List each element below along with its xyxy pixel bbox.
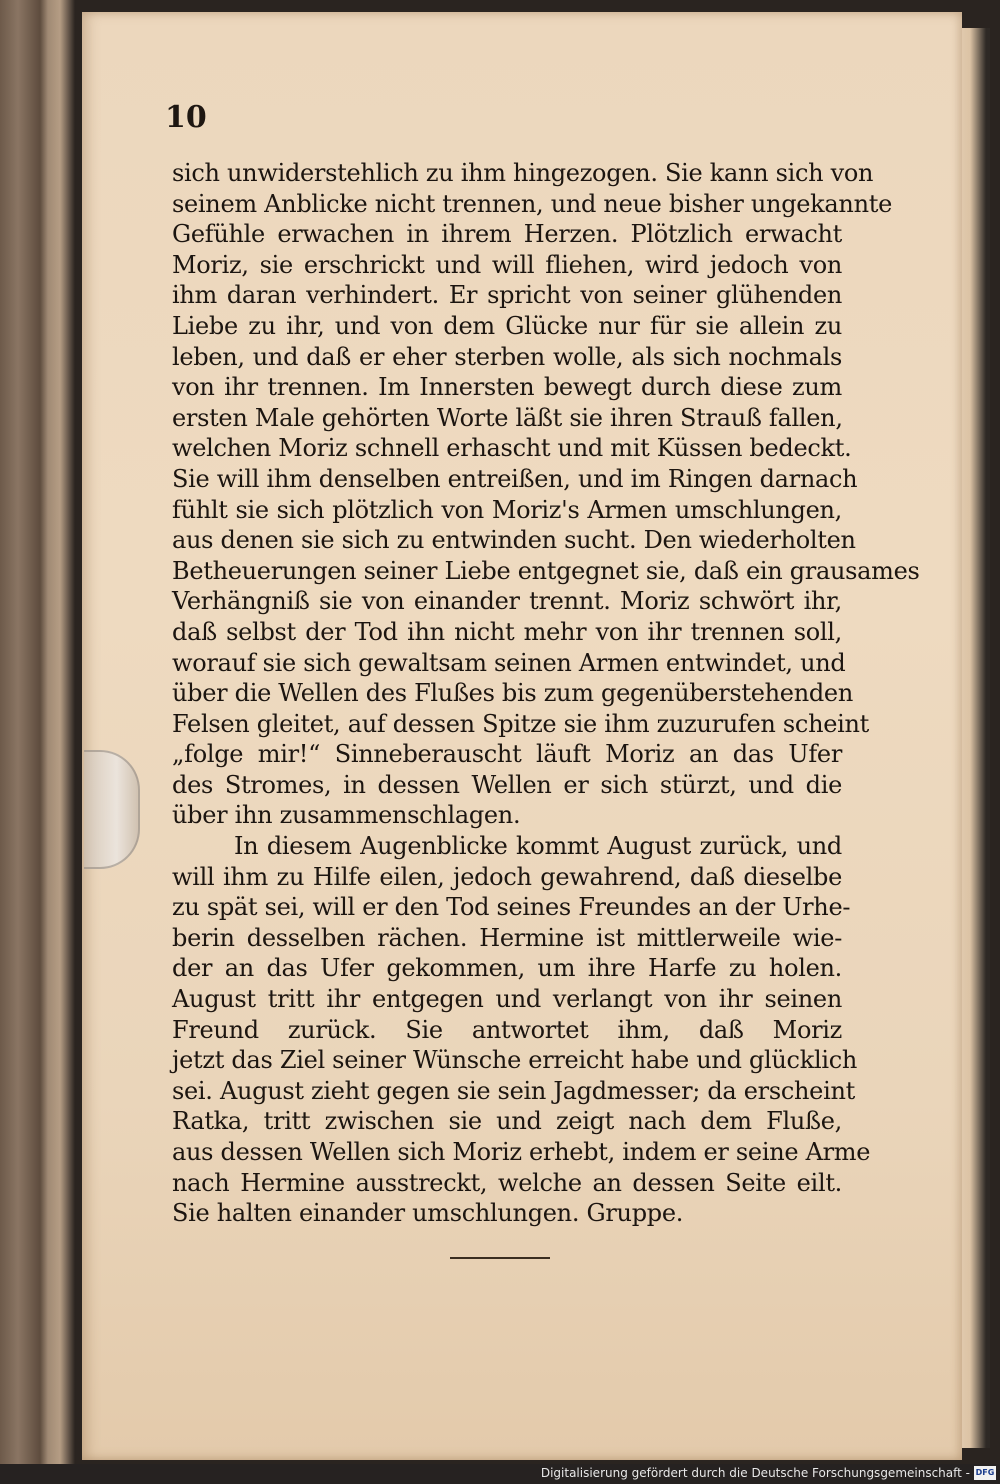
text-line: welchen Moriz schnell erhascht und mit Küssen bedeckt. [172,434,852,463]
text-line: worauf sie sich gewaltsam seinen Armen entwindet, und [172,648,846,677]
text-line: Gefühle erwachen in ihrem Herzen. Plötzlich erwacht [172,220,842,249]
text-line: August tritt ihr entgegen und verlangt von ihr seinen [172,985,842,1014]
footer-bar [0,1464,1000,1484]
funding-credit: Digitalisierung gefördert durch die Deutsche Forschungsgemeinschaft - [540,1466,970,1480]
end-rule [450,1257,550,1259]
text-line: will ihm zu Hilfe eilen, jedoch gewahrend, daß dieselbe [172,862,842,891]
text-line: ihm daran verhindert. Er spricht von seiner glühenden [172,281,842,310]
dfg-logo-icon: DFG [974,1466,996,1480]
text-line: Sie halten einander umschlungen. Gruppe. [172,1199,684,1228]
text-line: zu spät sei, will er den Tod seines Freundes an der Urhe- [172,893,851,922]
text-line: sich unwiderstehlich zu ihm hingezogen. Sie kann sich von [172,159,874,187]
text-line: ersten Male gehörten Worte läßt sie ihren Strauß fallen, [172,403,843,432]
text-line: Moriz, sie erschrickt und will fliehen, wird jedoch von [172,250,842,279]
page-number: 10 [165,100,207,135]
text-line: nach Hermine ausstreckt, welche an dessen Seite eilt. [172,1168,842,1197]
text-line: von ihr trennen. Im Innersten bewegt durch diese zum [172,373,842,402]
text-line: Betheuerungen seiner Liebe entgegnet sie, daß ein grausames [172,556,920,585]
text-line: des Stromes, in dessen Wellen er sich stürzt, und die [172,770,842,799]
text-line: daß selbst der Tod ihn nicht mehr von ihr trennen soll, [172,617,842,646]
body-text [172,158,920,1229]
page-clip [84,750,140,869]
text-line: In diesem Augenblicke kommt August zurück, und [234,832,842,861]
text-line: Felsen gleitet, auf dessen Spitze sie ihm zuzurufen scheint [172,709,870,738]
text-line: fühlt sie sich plötzlich von Moriz's Armen umschlungen, [172,495,842,524]
text-line: Sie will ihm denselben entreißen, und im Ringen darnach [172,464,858,493]
text-line: Verhängniß sie von einander trennt. Moriz schwört ihr, [172,587,842,616]
text-line: leben, und daß er eher sterben wolle, als sich nochmals [172,342,842,371]
text-line: über ihn zusammenschlagen. [172,801,521,830]
text-line: Ratka, tritt zwischen sie und zeigt nach dem Fluße, [172,1107,842,1136]
text-line: sei. August zieht gegen sie sein Jagdmesser; da erscheint [172,1076,855,1105]
text-line: „folge mir!“ Sinneberauscht läuft Moriz an das Ufer [172,740,842,769]
text-line: der an das Ufer gekommen, um ihre Harfe zu holen. [172,954,842,983]
text-line: Liebe zu ihr, und von dem Glücke nur für sie allein zu [172,311,842,340]
text-line: seinem Anblicke nicht trennen, und neue bisher ungekannte [172,189,892,218]
text-line: Freund zurück. Sie antwortet ihm, daß Moriz [172,1015,842,1044]
text-line: aus denen sie sich zu entwinden sucht. Den wiederholten [172,526,856,555]
text-line: aus dessen Wellen sich Moriz erhebt, indem er seine Arme [172,1138,871,1166]
text-line: jetzt das Ziel seiner Wünsche erreicht habe und glücklich [172,1046,857,1075]
text-line: berin desselben rächen. Hermine ist mittlerweile wie- [172,923,842,952]
text-line: über die Wellen des Flußes bis zum gegenüberstehenden [172,679,853,708]
